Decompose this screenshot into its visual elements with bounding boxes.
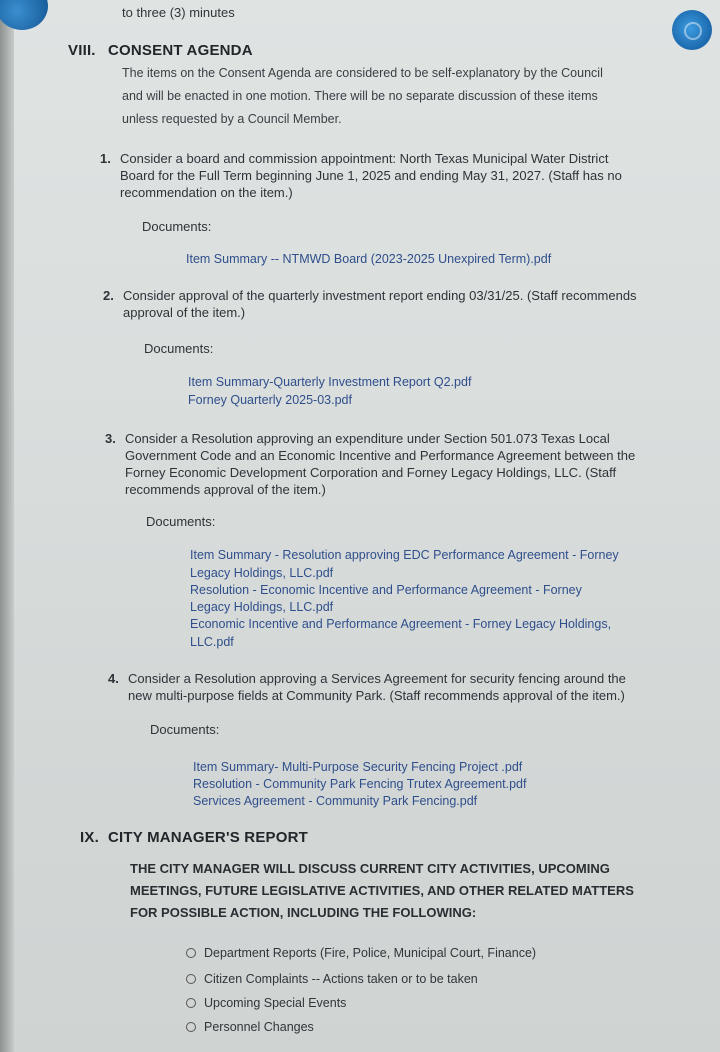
document-link[interactable]: Item Summary -- NTMWD Board (2023-2025 Unexpired Term).pdf (186, 252, 552, 266)
report-bullet (186, 1020, 314, 1034)
previous-text-fragment: to three (3) minutes (122, 5, 235, 20)
sticker-mark-top-right (672, 10, 712, 50)
bullet-circle-icon (186, 998, 196, 1008)
agenda-item-1 (100, 150, 622, 201)
document-link[interactable]: Resolution - Community Park Fencing Trutex Agreement.pdf (193, 777, 527, 791)
item-line: recommendation on the item.) (120, 185, 293, 200)
bullet-circle-icon (186, 974, 196, 984)
item-line: Consider a Resolution approving an expenditure under Section 501.073 Texas Local (125, 431, 610, 446)
item-number: 3. (105, 431, 116, 446)
section-title: CONSENT AGENDA (108, 42, 253, 59)
document-link[interactable]: Forney Quarterly 2025-03.pdf (188, 393, 352, 407)
item-line: new multi-purpose fields at Community Park. (Staff recommends approval of the item.) (128, 688, 625, 703)
item-line: approval of the item.) (123, 305, 246, 320)
agenda-item-4 (108, 670, 626, 704)
item-line: Government Code and an Economic Incentive and Performance Agreement between the (125, 448, 636, 463)
item-number: 4. (108, 671, 119, 686)
manager-statement-line: MEETINGS, FUTURE LEGISLATIVE ACTIVITIES, AND OTHER RELATED MATTERS (130, 883, 634, 898)
bullet-text: Personnel Changes (204, 1020, 314, 1034)
section-numeral: VIII. (68, 42, 96, 59)
document-link[interactable]: Resolution - Economic Incentive and Performance Agreement - Forney (190, 583, 582, 597)
bullet-text: Citizen Complaints -- Actions taken or to be taken (204, 972, 478, 986)
item-number: 1. (100, 151, 111, 166)
document-link[interactable]: Item Summary-Quarterly Investment Report Q2.pdf (188, 375, 472, 389)
agenda-item-3 (105, 430, 635, 498)
consent-intro-line: and will be enacted in one motion. There will be no separate discussion of these items (122, 89, 598, 103)
item-line: Forney Economic Development Corporation and Forney Legacy Holdings, LLC. (Staff (125, 465, 617, 480)
page-edge-shadow (0, 0, 14, 1052)
document-link[interactable]: Legacy Holdings, LLC.pdf (190, 600, 334, 614)
section-ix-heading (80, 829, 308, 846)
agenda-item-2 (103, 287, 637, 321)
consent-intro-line: unless requested by a Council Member. (122, 112, 342, 126)
document-link[interactable]: Economic Incentive and Performance Agreement - Forney Legacy Holdings, (190, 617, 612, 631)
report-bullet (186, 946, 536, 960)
documents-label: Documents: (144, 341, 214, 356)
item-line: recommends approval of the item.) (125, 482, 326, 497)
document-link[interactable]: Legacy Holdings, LLC.pdf (190, 566, 334, 580)
documents-label: Documents: (146, 514, 216, 529)
consent-intro-line: The items on the Consent Agenda are considered to be self-explanatory by the Council (122, 66, 603, 80)
item-line: Consider approval of the quarterly investment report ending 03/31/25. (Staff recommends (123, 288, 637, 303)
section-numeral: IX. (80, 829, 99, 846)
report-bullet (186, 996, 346, 1010)
bullet-circle-icon (186, 1022, 196, 1032)
manager-statement-line: FOR POSSIBLE ACTION, INCLUDING THE FOLLOWING: (130, 905, 477, 920)
sticker-mark-top-left (0, 0, 48, 30)
document-link[interactable]: Services Agreement - Community Park Fencing.pdf (193, 794, 478, 808)
document-link[interactable]: Item Summary - Resolution approving EDC Performance Agreement - Forney (190, 548, 619, 562)
documents-label: Documents: (142, 219, 212, 234)
section-title: CITY MANAGER'S REPORT (108, 829, 309, 846)
item-line: Board for the Full Term beginning June 1, 2025 and ending May 31, 2027. (Staff has no (120, 168, 622, 183)
report-bullet (186, 972, 478, 986)
document-link[interactable]: Item Summary- Multi-Purpose Security Fencing Project .pdf (193, 760, 523, 774)
item-line: Consider a board and commission appointment: North Texas Municipal Water District (120, 151, 609, 166)
manager-statement-line: THE CITY MANAGER WILL DISCUSS CURRENT CITY ACTIVITIES, UPCOMING (130, 861, 610, 876)
bullet-text: Upcoming Special Events (204, 996, 347, 1010)
section-viii-heading (68, 42, 253, 59)
item-number: 2. (103, 288, 114, 303)
documents-label: Documents: (150, 722, 220, 737)
item-line: Consider a Resolution approving a Services Agreement for security fencing around the (128, 671, 626, 686)
bullet-circle-icon (186, 948, 196, 958)
document-link[interactable]: LLC.pdf (190, 635, 234, 649)
bullet-text: Department Reports (Fire, Police, Municipal Court, Finance) (204, 946, 537, 960)
